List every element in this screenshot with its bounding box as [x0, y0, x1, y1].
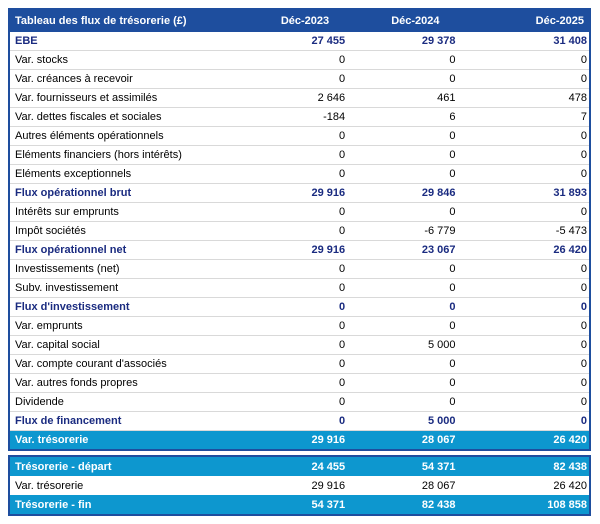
table-row	[9, 456, 590, 476]
cell-value: 0	[347, 393, 457, 412]
row-label: Flux de financement	[9, 412, 235, 431]
cell-value: 28 067	[347, 431, 457, 451]
cell-value: 0	[458, 374, 590, 393]
row-label: Var. compte courant d'associés	[9, 355, 235, 374]
col-header-dec-2023: Déc-2023	[235, 9, 347, 32]
table-row	[9, 222, 590, 241]
row-label: Var. autres fonds propres	[9, 374, 235, 393]
cell-value: 27 455	[235, 32, 347, 51]
table-row	[9, 355, 590, 374]
table-row	[9, 89, 590, 108]
cell-value: 0	[235, 51, 347, 70]
cell-value: 5 000	[347, 336, 457, 355]
cell-value: 0	[458, 355, 590, 374]
cell-value: 54 371	[235, 495, 347, 515]
table-title: Tableau des flux de trésorerie (£)	[9, 9, 235, 32]
cell-value: 0	[458, 298, 590, 317]
cell-value: 478	[458, 89, 590, 108]
table-row	[9, 146, 590, 165]
row-label: Var. trésorerie	[15, 479, 84, 492]
row-label: Dividende	[9, 393, 235, 412]
cell-value: 26 420	[553, 479, 587, 492]
cell-value: 24 455	[235, 456, 347, 476]
row-label: Impôt sociétés	[9, 222, 235, 241]
row-label: Var. dettes fiscales et sociales	[9, 108, 235, 127]
cell-value: 29 378	[347, 32, 457, 51]
row-label: Var. créances à recevoir	[9, 70, 235, 89]
row-label: Subv. investissement	[9, 279, 235, 298]
cash-flow-table	[8, 8, 591, 451]
cell-value: 0	[458, 127, 590, 146]
cell-value: 0	[347, 70, 457, 89]
cell-value: 23 067	[347, 241, 457, 260]
cell-value: 0	[347, 146, 457, 165]
cell-value: 0	[458, 51, 590, 70]
table-row	[9, 374, 590, 393]
cell-value: 0	[235, 203, 347, 222]
cell-value: 0	[458, 336, 590, 355]
treasury-summary-table	[8, 455, 591, 516]
cell-value: 0	[347, 165, 457, 184]
row-label: Eléments financiers (hors intérêts)	[9, 146, 235, 165]
table-row	[9, 336, 590, 355]
row-label: Var. fournisseurs et assimilés	[9, 89, 235, 108]
cell-value: 31 408	[458, 32, 590, 51]
cell-value: 0	[235, 374, 347, 393]
cell-value: 0	[458, 146, 590, 165]
cell-value: 0	[347, 127, 457, 146]
row-label: Var. stocks	[9, 51, 235, 70]
cell-value: 0	[458, 279, 590, 298]
table-row	[9, 476, 590, 495]
cell-value: 0	[458, 393, 590, 412]
table-row	[9, 165, 590, 184]
cell-value: -5 473	[458, 222, 590, 241]
cell-value: 0	[235, 146, 347, 165]
cell-value: 0	[347, 203, 457, 222]
cell-value: 0	[235, 127, 347, 146]
cell-value: 29 846	[347, 184, 457, 203]
cell-value: 31 893	[458, 184, 590, 203]
table-row	[9, 241, 590, 260]
row-label: Var. capital social	[9, 336, 235, 355]
cell-value: -184	[235, 108, 347, 127]
cell-value: 108 858	[458, 495, 590, 515]
cell-value: 5 000	[347, 412, 457, 431]
cell-value: 0	[235, 165, 347, 184]
cell-value: 0	[458, 317, 590, 336]
table-row	[9, 412, 590, 431]
cell-value: 29 916	[235, 241, 347, 260]
table-row	[9, 70, 590, 89]
cell-value: 54 371	[347, 456, 457, 476]
table-row	[9, 108, 590, 127]
cell-value: 0	[235, 336, 347, 355]
row-label: Flux opérationnel brut	[9, 184, 235, 203]
row-label: Investissements (net)	[9, 260, 235, 279]
cell-value: 7	[458, 108, 590, 127]
cell-value: 29 916	[311, 479, 346, 492]
table-row	[9, 51, 590, 70]
table-row	[9, 203, 590, 222]
cell-value: 28 067	[421, 479, 456, 492]
col-header-dec-2024: Déc-2024	[347, 9, 457, 32]
cell-value: 6	[347, 108, 457, 127]
cell-value: 2 646	[235, 89, 347, 108]
row-label: Var. trésorerie	[9, 431, 235, 451]
cell-value: 0	[347, 317, 457, 336]
cell-value: 82 438	[347, 495, 457, 515]
row-label: EBE	[9, 32, 235, 51]
cell-value: 0	[235, 279, 347, 298]
cell-value: 0	[458, 412, 590, 431]
row-label: Eléments exceptionnels	[9, 165, 235, 184]
table-row	[9, 393, 590, 412]
row-label: Intérêts sur emprunts	[9, 203, 235, 222]
cell-value: 82 438	[458, 456, 590, 476]
table-row	[9, 495, 590, 515]
col-header-dec-2025: Déc-2025	[458, 9, 590, 32]
cell-value: 461	[347, 89, 457, 108]
table-row	[9, 279, 590, 298]
row-label: Flux opérationnel net	[9, 241, 235, 260]
row-label: Var. emprunts	[9, 317, 235, 336]
cell-value: 0	[347, 374, 457, 393]
table-row	[9, 32, 590, 51]
cell-value: 0	[458, 203, 590, 222]
cell-value: 0	[347, 260, 457, 279]
table-row	[9, 184, 590, 203]
table-header-row	[9, 9, 590, 32]
cell-value: 0	[235, 260, 347, 279]
row-label: Trésorerie - fin	[9, 495, 235, 515]
cell-value: 29 916	[235, 431, 347, 451]
cell-value: 0	[235, 70, 347, 89]
cell-value: 0	[235, 222, 347, 241]
table-row	[9, 260, 590, 279]
table-row	[9, 317, 590, 336]
cell-value: -6 779	[347, 222, 457, 241]
cell-value: 0	[235, 317, 347, 336]
row-label: Flux d'investissement	[9, 298, 235, 317]
row-label: Autres éléments opérationnels	[9, 127, 235, 146]
cell-value: 0	[347, 279, 457, 298]
cell-value: 0	[235, 412, 347, 431]
cell-value: 0	[347, 298, 457, 317]
cell-value: 26 420	[458, 431, 590, 451]
cell-value: 0	[458, 260, 590, 279]
cell-value: 26 420	[458, 241, 590, 260]
cell-value: 0	[347, 51, 457, 70]
table-row	[9, 127, 590, 146]
cell-value: 0	[458, 165, 590, 184]
row-label: Trésorerie - départ	[9, 456, 235, 476]
cell-value: 0	[235, 355, 347, 374]
table-row	[9, 431, 590, 451]
cell-value: 0	[347, 355, 457, 374]
cell-value: 0	[235, 393, 347, 412]
cell-value: 0	[458, 70, 590, 89]
table-row	[9, 298, 590, 317]
cell-value: 0	[235, 298, 347, 317]
cell-value: 29 916	[235, 184, 347, 203]
